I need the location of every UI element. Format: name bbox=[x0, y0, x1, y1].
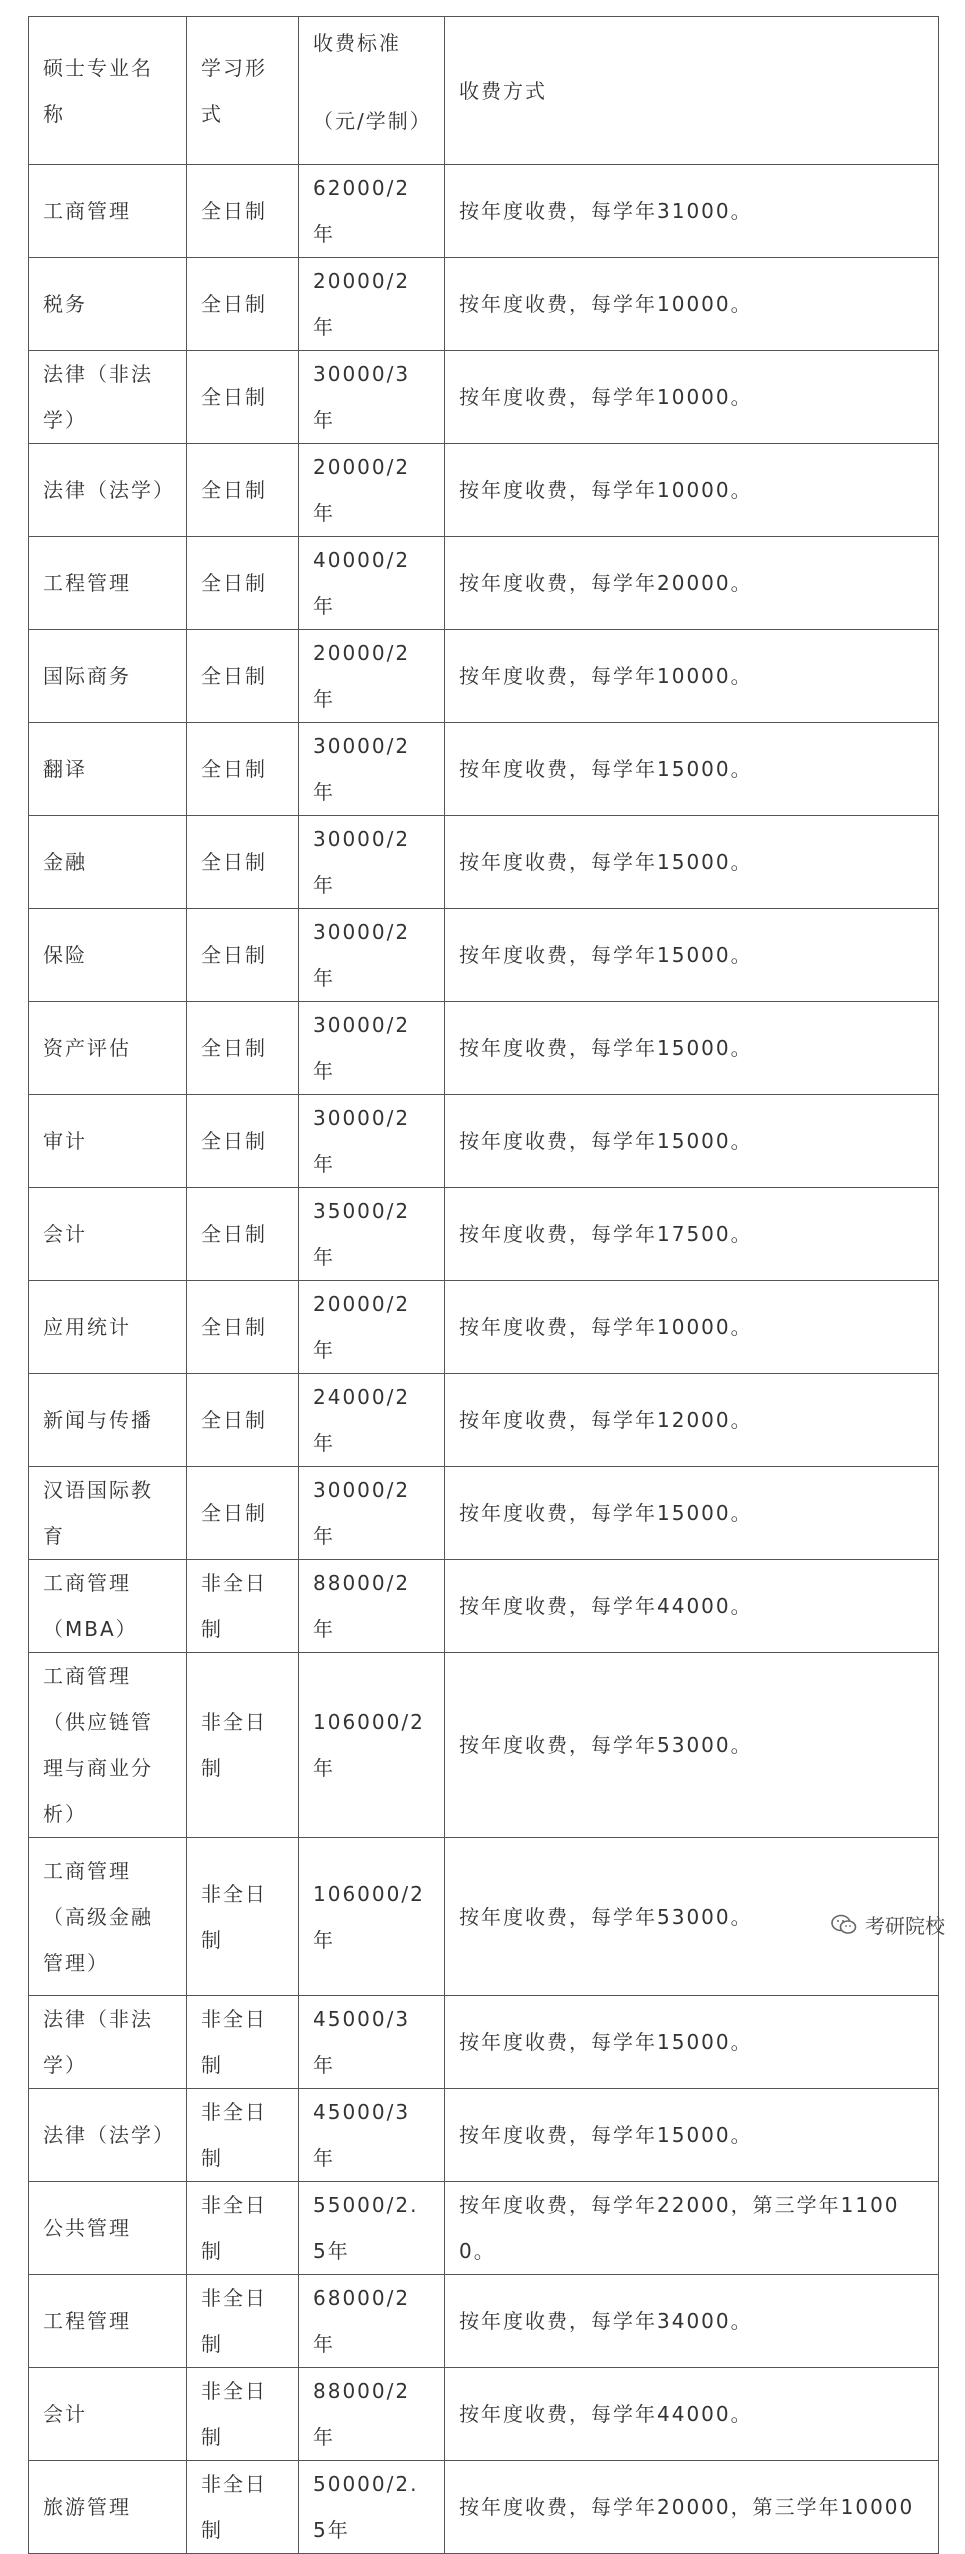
cell-fee: 20000/2年 bbox=[299, 1281, 445, 1374]
cell-major: 工程管理 bbox=[29, 537, 187, 630]
table-row bbox=[29, 165, 939, 258]
table-row bbox=[29, 630, 939, 723]
cell-study-form: 非全日制 bbox=[187, 1996, 299, 2089]
header-fee-label: 收费标准 bbox=[313, 31, 401, 55]
cell-study-form: 全日制 bbox=[187, 1374, 299, 1467]
table-row bbox=[29, 1374, 939, 1467]
cell-major: 保险 bbox=[29, 909, 187, 1002]
cell-payment-method: 按年度收费，每学年44000。 bbox=[445, 1560, 939, 1653]
cell-payment-method: 按年度收费，每学年15000。 bbox=[445, 1996, 939, 2089]
cell-major: 资产评估 bbox=[29, 1002, 187, 1095]
cell-fee: 45000/3年 bbox=[299, 2089, 445, 2182]
table-row bbox=[29, 816, 939, 909]
table-row bbox=[29, 537, 939, 630]
table-row bbox=[29, 2275, 939, 2368]
table-row bbox=[29, 1996, 939, 2089]
cell-payment-method: 按年度收费，每学年10000。 bbox=[445, 351, 939, 444]
cell-payment-method: 按年度收费，每学年15000。 bbox=[445, 816, 939, 909]
table-row bbox=[29, 258, 939, 351]
cell-study-form: 全日制 bbox=[187, 351, 299, 444]
cell-study-form: 非全日制 bbox=[187, 2182, 299, 2275]
cell-major: 税务 bbox=[29, 258, 187, 351]
cell-fee: 20000/2年 bbox=[299, 258, 445, 351]
cell-payment-method: 按年度收费，每学年10000。 bbox=[445, 1281, 939, 1374]
cell-major: 应用统计 bbox=[29, 1281, 187, 1374]
wechat-icon bbox=[831, 1914, 857, 1936]
cell-fee: 30000/2年 bbox=[299, 1467, 445, 1560]
cell-major: 法律（非法学） bbox=[29, 351, 187, 444]
cell-major: 工商管理（MBA） bbox=[29, 1560, 187, 1653]
cell-study-form: 非全日制 bbox=[187, 2461, 299, 2554]
watermark bbox=[831, 1910, 945, 1939]
watermark-text: 考研院校 bbox=[865, 1914, 945, 1938]
cell-major: 国际商务 bbox=[29, 630, 187, 723]
cell-payment-method: 按年度收费，每学年53000。 bbox=[445, 1653, 939, 1838]
cell-study-form: 全日制 bbox=[187, 723, 299, 816]
cell-fee: 88000/2年 bbox=[299, 2368, 445, 2461]
table-row bbox=[29, 909, 939, 1002]
cell-fee: 88000/2年 bbox=[299, 1560, 445, 1653]
cell-study-form: 全日制 bbox=[187, 537, 299, 630]
cell-study-form: 非全日制 bbox=[187, 1838, 299, 1996]
cell-fee: 106000/2年 bbox=[299, 1653, 445, 1838]
cell-payment-method: 按年度收费，每学年15000。 bbox=[445, 2089, 939, 2182]
cell-study-form: 全日制 bbox=[187, 444, 299, 537]
cell-fee: 30000/2年 bbox=[299, 909, 445, 1002]
table-row bbox=[29, 2368, 939, 2461]
cell-major: 工商管理（高级金融管理） bbox=[29, 1838, 187, 1996]
cell-study-form: 非全日制 bbox=[187, 2275, 299, 2368]
table-row bbox=[29, 351, 939, 444]
cell-payment-method: 按年度收费，每学年15000。 bbox=[445, 909, 939, 1002]
table-row bbox=[29, 2182, 939, 2275]
cell-major: 公共管理 bbox=[29, 2182, 187, 2275]
cell-payment-method: 按年度收费，每学年15000。 bbox=[445, 1095, 939, 1188]
table-row bbox=[29, 1188, 939, 1281]
header-major: 硕士专业名称 bbox=[29, 17, 187, 165]
cell-major: 工程管理 bbox=[29, 2275, 187, 2368]
cell-fee: 20000/2年 bbox=[299, 630, 445, 723]
cell-payment-method: 按年度收费，每学年15000。 bbox=[445, 723, 939, 816]
fee-table-body bbox=[29, 17, 939, 2554]
table-row bbox=[29, 1653, 939, 1838]
cell-major: 会计 bbox=[29, 2368, 187, 2461]
cell-fee: 68000/2年 bbox=[299, 2275, 445, 2368]
header-study-form: 学习形式 bbox=[187, 17, 299, 165]
cell-major: 金融 bbox=[29, 816, 187, 909]
table-header-row bbox=[29, 17, 939, 165]
cell-study-form: 全日制 bbox=[187, 1467, 299, 1560]
cell-fee: 30000/2年 bbox=[299, 723, 445, 816]
cell-payment-method: 按年度收费，每学年10000。 bbox=[445, 630, 939, 723]
cell-study-form: 全日制 bbox=[187, 1188, 299, 1281]
cell-payment-method: 按年度收费，每学年53000。 bbox=[445, 1838, 939, 1996]
cell-payment-method: 按年度收费，每学年15000。 bbox=[445, 1467, 939, 1560]
cell-fee: 30000/2年 bbox=[299, 1095, 445, 1188]
cell-payment-method: 按年度收费，每学年44000。 bbox=[445, 2368, 939, 2461]
cell-study-form: 全日制 bbox=[187, 258, 299, 351]
cell-major: 法律（非法学） bbox=[29, 1996, 187, 2089]
fee-table bbox=[28, 16, 939, 2554]
cell-study-form: 非全日制 bbox=[187, 1653, 299, 1838]
cell-fee: 106000/2年 bbox=[299, 1838, 445, 1996]
cell-fee: 30000/2年 bbox=[299, 816, 445, 909]
table-row bbox=[29, 1002, 939, 1095]
cell-major: 审计 bbox=[29, 1095, 187, 1188]
cell-payment-method: 按年度收费，每学年10000。 bbox=[445, 258, 939, 351]
header-fee-standard bbox=[299, 17, 445, 165]
cell-payment-method: 按年度收费，每学年15000。 bbox=[445, 1002, 939, 1095]
cell-payment-method: 按年度收费，每学年31000。 bbox=[445, 165, 939, 258]
cell-major: 会计 bbox=[29, 1188, 187, 1281]
table-row bbox=[29, 444, 939, 537]
cell-major: 旅游管理 bbox=[29, 2461, 187, 2554]
table-row bbox=[29, 723, 939, 816]
cell-study-form: 全日制 bbox=[187, 909, 299, 1002]
cell-major: 新闻与传播 bbox=[29, 1374, 187, 1467]
header-fee-unit: （元/学制） bbox=[313, 109, 432, 133]
table-row bbox=[29, 1838, 939, 1996]
cell-major: 翻译 bbox=[29, 723, 187, 816]
cell-payment-method: 按年度收费，每学年12000。 bbox=[445, 1374, 939, 1467]
cell-fee: 50000/2.5年 bbox=[299, 2461, 445, 2554]
cell-fee: 30000/3年 bbox=[299, 351, 445, 444]
cell-study-form: 全日制 bbox=[187, 165, 299, 258]
table-row bbox=[29, 2461, 939, 2554]
cell-payment-method: 按年度收费，每学年17500。 bbox=[445, 1188, 939, 1281]
cell-major: 工商管理（供应链管理与商业分析） bbox=[29, 1653, 187, 1838]
cell-fee: 62000/2年 bbox=[299, 165, 445, 258]
cell-study-form: 全日制 bbox=[187, 630, 299, 723]
cell-fee: 35000/2年 bbox=[299, 1188, 445, 1281]
table-row bbox=[29, 1095, 939, 1188]
cell-study-form: 全日制 bbox=[187, 816, 299, 909]
cell-payment-method: 按年度收费，每学年20000。 bbox=[445, 537, 939, 630]
cell-payment-method: 按年度收费，每学年10000。 bbox=[445, 444, 939, 537]
cell-major: 法律（法学） bbox=[29, 2089, 187, 2182]
table-row bbox=[29, 1560, 939, 1653]
header-payment-method: 收费方式 bbox=[445, 17, 939, 165]
cell-major: 汉语国际教育 bbox=[29, 1467, 187, 1560]
cell-payment-method: 按年度收费，每学年34000。 bbox=[445, 2275, 939, 2368]
cell-fee: 20000/2年 bbox=[299, 444, 445, 537]
cell-fee: 24000/2年 bbox=[299, 1374, 445, 1467]
cell-study-form: 全日制 bbox=[187, 1281, 299, 1374]
cell-payment-method: 按年度收费，每学年22000，第三学年11000。 bbox=[445, 2182, 939, 2275]
cell-major: 法律（法学） bbox=[29, 444, 187, 537]
cell-study-form: 全日制 bbox=[187, 1095, 299, 1188]
cell-study-form: 非全日制 bbox=[187, 2089, 299, 2182]
cell-study-form: 非全日制 bbox=[187, 2368, 299, 2461]
cell-fee: 40000/2年 bbox=[299, 537, 445, 630]
cell-major: 工商管理 bbox=[29, 165, 187, 258]
table-row bbox=[29, 2089, 939, 2182]
table-row bbox=[29, 1467, 939, 1560]
cell-study-form: 非全日制 bbox=[187, 1560, 299, 1653]
table-row bbox=[29, 1281, 939, 1374]
cell-fee: 55000/2.5年 bbox=[299, 2182, 445, 2275]
cell-payment-method: 按年度收费，每学年20000，第三学年10000 bbox=[445, 2461, 939, 2554]
cell-fee: 45000/3年 bbox=[299, 1996, 445, 2089]
cell-study-form: 全日制 bbox=[187, 1002, 299, 1095]
cell-fee: 30000/2年 bbox=[299, 1002, 445, 1095]
